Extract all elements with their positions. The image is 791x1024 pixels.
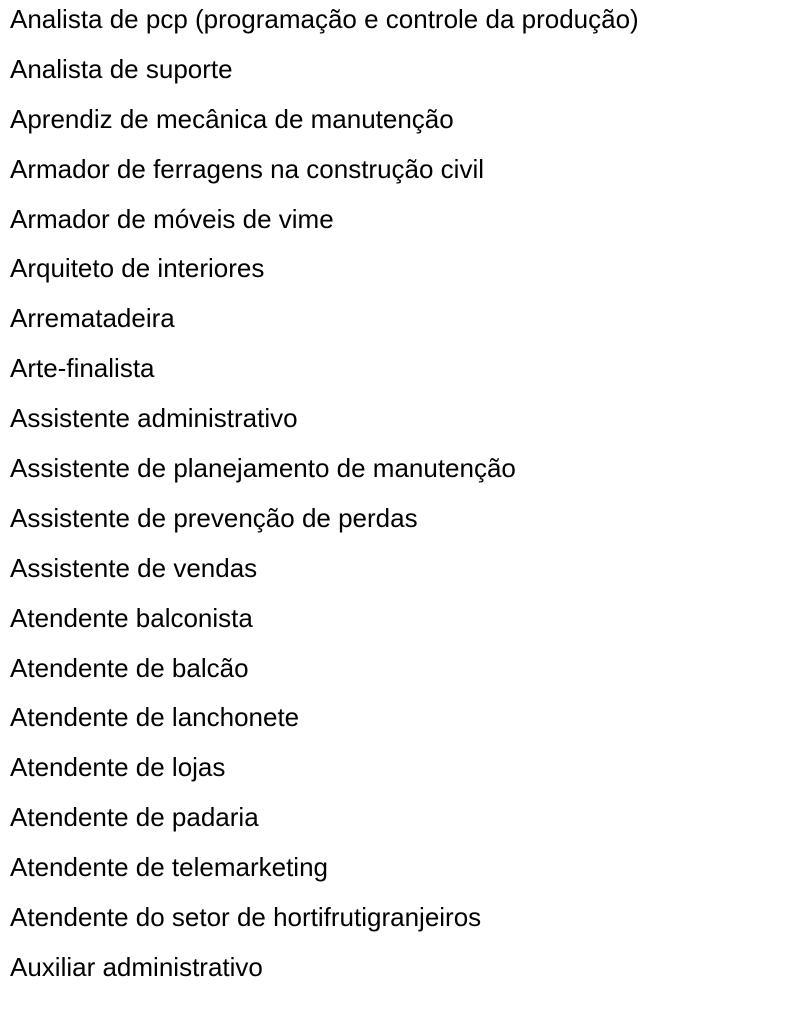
list-item: Analista de pcp (programação e controle da produção) (10, 4, 639, 34)
list-item: Atendente de balcão (10, 652, 249, 683)
list-item: Assistente de vendas (10, 552, 258, 583)
list-item: Atendente de padaria (10, 802, 259, 833)
list-item: Armador de móveis de vime (10, 203, 334, 234)
list-item: Atendente balconista (10, 602, 253, 633)
list-item: Arte-finalista (10, 353, 155, 384)
list-item: Atendente do setor de hortifrutigranjeiros (10, 902, 482, 933)
list-item: Assistente administrativo (10, 403, 298, 434)
list-item: Atendente de lojas (10, 752, 226, 783)
list-item: Assistente de planejamento de manutenção (10, 453, 516, 484)
job-title-list (10, 0, 639, 998)
list-item: Armador de ferragens na construção civil (10, 153, 485, 184)
list-item: Auxiliar administrativo (10, 951, 263, 982)
list-item: Assistente de prevenção de perdas (10, 502, 418, 533)
list-item: Arrematadeira (10, 303, 175, 334)
list-item: Atendente de lanchonete (10, 702, 300, 733)
list-item: Analista de suporte (10, 53, 233, 84)
list-item: Aprendiz de mecânica de manutenção (10, 103, 454, 134)
list-item: Arquiteto de interiores (10, 253, 265, 284)
list-item: Atendente de telemarketing (10, 852, 328, 883)
